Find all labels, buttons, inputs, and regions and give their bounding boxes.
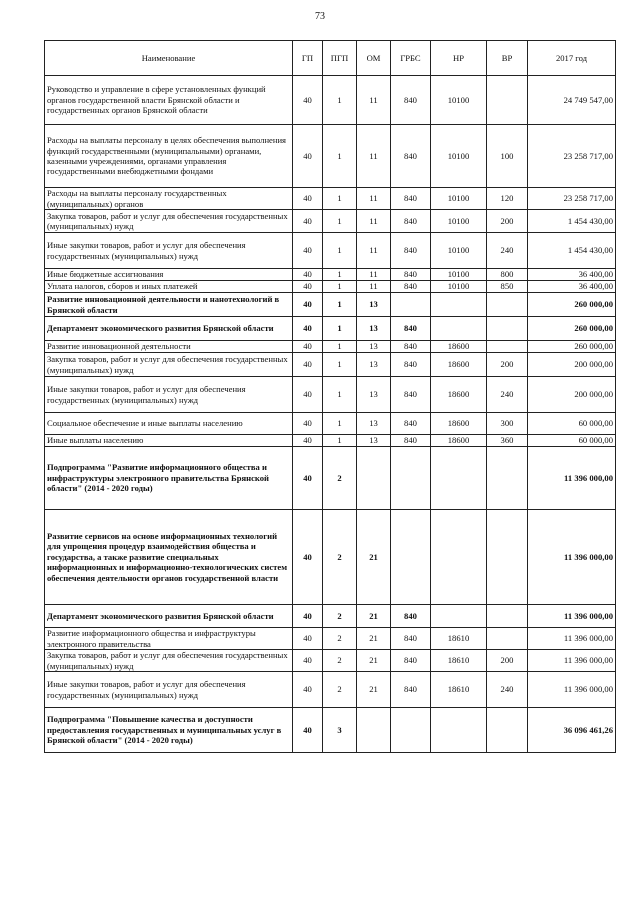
cell-nr [431,293,487,317]
table-row [45,708,616,753]
table-row [45,377,616,413]
cell-amount: 260 000,00 [528,317,616,341]
cell-om: 11 [357,188,391,210]
cell-name: Уплата налогов, сборов и иных платежей [45,281,293,293]
cell-nr: 10100 [431,281,487,293]
cell-gp: 40 [293,447,323,510]
cell-vr [487,317,528,341]
cell-gp: 40 [293,210,323,233]
cell-pgp: 2 [323,510,357,605]
cell-amount: 24 749 547,00 [528,76,616,125]
cell-name: Иные закупки товаров, работ и услуг для обеспечения государственных (муниципальных) нужд [45,377,293,413]
cell-pgp: 1 [323,353,357,377]
cell-nr: 10100 [431,233,487,269]
cell-gp: 40 [293,233,323,269]
cell-om: 13 [357,341,391,353]
cell-pgp: 1 [323,435,357,447]
cell-amount: 1 454 430,00 [528,210,616,233]
cell-vr [487,605,528,628]
cell-gp: 40 [293,353,323,377]
cell-om: 21 [357,672,391,708]
cell-nr: 18600 [431,353,487,377]
cell-grbs: 840 [391,281,431,293]
cell-gp: 40 [293,435,323,447]
cell-name: Расходы на выплаты персоналу в целях обеспечения выполнения функций государственными (муниципальными) органами, казенными учреждениями, органами управления государственными внебюджетными фондами [45,125,293,188]
cell-om: 11 [357,281,391,293]
cell-gp: 40 [293,281,323,293]
col-header-vr: ВР [487,41,528,76]
table-row [45,341,616,353]
cell-nr: 18600 [431,341,487,353]
table-row [45,447,616,510]
cell-gp: 40 [293,293,323,317]
cell-pgp: 1 [323,188,357,210]
cell-grbs: 840 [391,413,431,435]
cell-vr: 240 [487,377,528,413]
cell-vr: 200 [487,210,528,233]
cell-grbs: 840 [391,650,431,672]
cell-nr [431,510,487,605]
cell-pgp: 1 [323,281,357,293]
table-row [45,605,616,628]
cell-name: Социальное обеспечение и иные выплаты населению [45,413,293,435]
cell-vr: 240 [487,672,528,708]
cell-grbs: 840 [391,341,431,353]
table-row [45,281,616,293]
col-header-nr: НР [431,41,487,76]
table-row [45,210,616,233]
cell-amount: 260 000,00 [528,293,616,317]
cell-pgp: 1 [323,269,357,281]
cell-amount: 200 000,00 [528,353,616,377]
cell-amount: 11 396 000,00 [528,510,616,605]
table-row [45,435,616,447]
cell-amount: 200 000,00 [528,377,616,413]
cell-grbs: 840 [391,317,431,341]
table-row [45,293,616,317]
cell-pgp: 1 [323,125,357,188]
cell-name: Департамент экономического развития Брянской области [45,605,293,628]
cell-amount: 36 400,00 [528,269,616,281]
cell-om: 13 [357,353,391,377]
cell-vr [487,447,528,510]
cell-amount: 260 000,00 [528,341,616,353]
col-header-grbs: ГРБС [391,41,431,76]
cell-pgp: 2 [323,650,357,672]
cell-gp: 40 [293,650,323,672]
col-header-amount: 2017 год [528,41,616,76]
cell-pgp: 2 [323,447,357,510]
cell-vr: 300 [487,413,528,435]
cell-pgp: 3 [323,708,357,753]
cell-om: 11 [357,210,391,233]
table-row [45,233,616,269]
cell-pgp: 1 [323,233,357,269]
cell-vr: 200 [487,650,528,672]
cell-amount: 60 000,00 [528,413,616,435]
cell-name: Руководство и управление в сфере установленных функций органов государственной власти Брянской области и государственных органов Брянской области [45,76,293,125]
cell-vr [487,341,528,353]
cell-name: Развитие информационного общества и инфраструктуры электронного правительства [45,628,293,650]
cell-nr [431,605,487,628]
cell-grbs: 840 [391,233,431,269]
cell-nr [431,708,487,753]
cell-gp: 40 [293,341,323,353]
cell-vr: 200 [487,353,528,377]
cell-grbs: 840 [391,377,431,413]
budget-table [44,40,616,753]
col-header-gp: ГП [293,41,323,76]
cell-om: 21 [357,628,391,650]
cell-gp: 40 [293,269,323,281]
cell-om: 13 [357,293,391,317]
table-row [45,672,616,708]
cell-gp: 40 [293,510,323,605]
cell-nr: 10100 [431,210,487,233]
table-row [45,76,616,125]
cell-grbs: 840 [391,210,431,233]
cell-nr: 18600 [431,435,487,447]
cell-gp: 40 [293,708,323,753]
cell-amount: 11 396 000,00 [528,672,616,708]
cell-name: Закупка товаров, работ и услуг для обеспечения государственных (муниципальных) нужд [45,353,293,377]
cell-gp: 40 [293,76,323,125]
table-row [45,650,616,672]
cell-om: 13 [357,377,391,413]
cell-nr: 18610 [431,628,487,650]
cell-grbs [391,293,431,317]
table-row [45,188,616,210]
cell-pgp: 1 [323,210,357,233]
table-header-row [45,41,616,76]
cell-amount: 23 258 717,00 [528,188,616,210]
cell-name: Иные бюджетные ассигнования [45,269,293,281]
cell-name: Закупка товаров, работ и услуг для обеспечения государственных (муниципальных) нужд [45,650,293,672]
table-row [45,628,616,650]
cell-pgp: 1 [323,76,357,125]
cell-grbs: 840 [391,125,431,188]
cell-pgp: 2 [323,672,357,708]
cell-grbs [391,510,431,605]
cell-vr: 360 [487,435,528,447]
cell-pgp: 2 [323,605,357,628]
cell-gp: 40 [293,317,323,341]
cell-gp: 40 [293,628,323,650]
cell-grbs: 840 [391,353,431,377]
cell-grbs: 840 [391,435,431,447]
cell-grbs: 840 [391,76,431,125]
col-header-name: Наименование [45,41,293,76]
cell-pgp: 1 [323,317,357,341]
cell-name: Иные закупки товаров, работ и услуг для обеспечения государственных (муниципальных) нужд [45,672,293,708]
cell-grbs [391,708,431,753]
cell-vr [487,628,528,650]
cell-om: 21 [357,510,391,605]
cell-gp: 40 [293,188,323,210]
cell-gp: 40 [293,377,323,413]
cell-vr [487,708,528,753]
cell-grbs: 840 [391,269,431,281]
cell-om: 11 [357,125,391,188]
cell-om: 13 [357,413,391,435]
cell-nr: 18610 [431,650,487,672]
cell-amount: 23 258 717,00 [528,125,616,188]
cell-grbs [391,447,431,510]
cell-name: Развитие сервисов на основе информационных технологий для упрощения процедур взаимодействия общества и государства, а также развитие специальных информационных и информационно-технологических систем обеспечения деятельности органов государственной власти [45,510,293,605]
cell-amount: 60 000,00 [528,435,616,447]
cell-name: Департамент экономического развития Брянской области [45,317,293,341]
col-header-pgp: ПГП [323,41,357,76]
cell-grbs: 840 [391,672,431,708]
cell-om: 11 [357,233,391,269]
table-row [45,510,616,605]
cell-name: Развитие инновационной деятельности и нанотехнологий в Брянской области [45,293,293,317]
cell-pgp: 2 [323,628,357,650]
cell-amount: 1 454 430,00 [528,233,616,269]
cell-om: 21 [357,650,391,672]
cell-vr: 850 [487,281,528,293]
cell-name: Расходы на выплаты персоналу государственных (муниципальных) органов [45,188,293,210]
cell-name: Иные закупки товаров, работ и услуг для обеспечения государственных (муниципальных) нужд [45,233,293,269]
cell-pgp: 1 [323,377,357,413]
cell-amount: 11 396 000,00 [528,447,616,510]
cell-om: 21 [357,605,391,628]
table-body [45,76,616,753]
cell-pgp: 1 [323,413,357,435]
cell-om: 13 [357,435,391,447]
cell-name: Закупка товаров, работ и услуг для обеспечения государственных (муниципальных) нужд [45,210,293,233]
cell-amount: 11 396 000,00 [528,650,616,672]
cell-name: Развитие инновационной деятельности [45,341,293,353]
table-row [45,269,616,281]
cell-vr [487,293,528,317]
cell-nr: 10100 [431,188,487,210]
cell-name: Подпрограмма "Повышение качества и доступности предоставления государственных и муниципальных услуг в Брянской области" (2014 - 2020 годы) [45,708,293,753]
table-row [45,353,616,377]
col-header-om: ОМ [357,41,391,76]
cell-om: 11 [357,269,391,281]
cell-nr [431,447,487,510]
cell-gp: 40 [293,413,323,435]
cell-nr: 10100 [431,125,487,188]
cell-om: 13 [357,317,391,341]
cell-om: 11 [357,76,391,125]
cell-amount: 36 096 461,26 [528,708,616,753]
cell-nr: 18600 [431,413,487,435]
table-row [45,413,616,435]
cell-amount: 11 396 000,00 [528,628,616,650]
cell-gp: 40 [293,125,323,188]
cell-gp: 40 [293,605,323,628]
cell-amount: 11 396 000,00 [528,605,616,628]
cell-nr [431,317,487,341]
cell-grbs: 840 [391,605,431,628]
cell-name: Подпрограмма "Развитие информационного общества и инфраструктуры электронного правительства Брянской области" (2014 - 2020 годы) [45,447,293,510]
cell-nr: 10100 [431,269,487,281]
cell-om [357,708,391,753]
cell-vr [487,76,528,125]
cell-nr: 18600 [431,377,487,413]
cell-name: Иные выплаты населению [45,435,293,447]
cell-grbs: 840 [391,188,431,210]
table-row [45,317,616,341]
cell-grbs: 840 [391,628,431,650]
cell-om [357,447,391,510]
cell-amount: 36 400,00 [528,281,616,293]
cell-pgp: 1 [323,341,357,353]
page-number: 73 [315,11,325,22]
cell-vr: 240 [487,233,528,269]
cell-nr: 10100 [431,76,487,125]
cell-pgp: 1 [323,293,357,317]
cell-vr [487,510,528,605]
cell-vr: 800 [487,269,528,281]
cell-vr: 120 [487,188,528,210]
cell-nr: 18610 [431,672,487,708]
table-row [45,125,616,188]
cell-gp: 40 [293,672,323,708]
cell-vr: 100 [487,125,528,188]
